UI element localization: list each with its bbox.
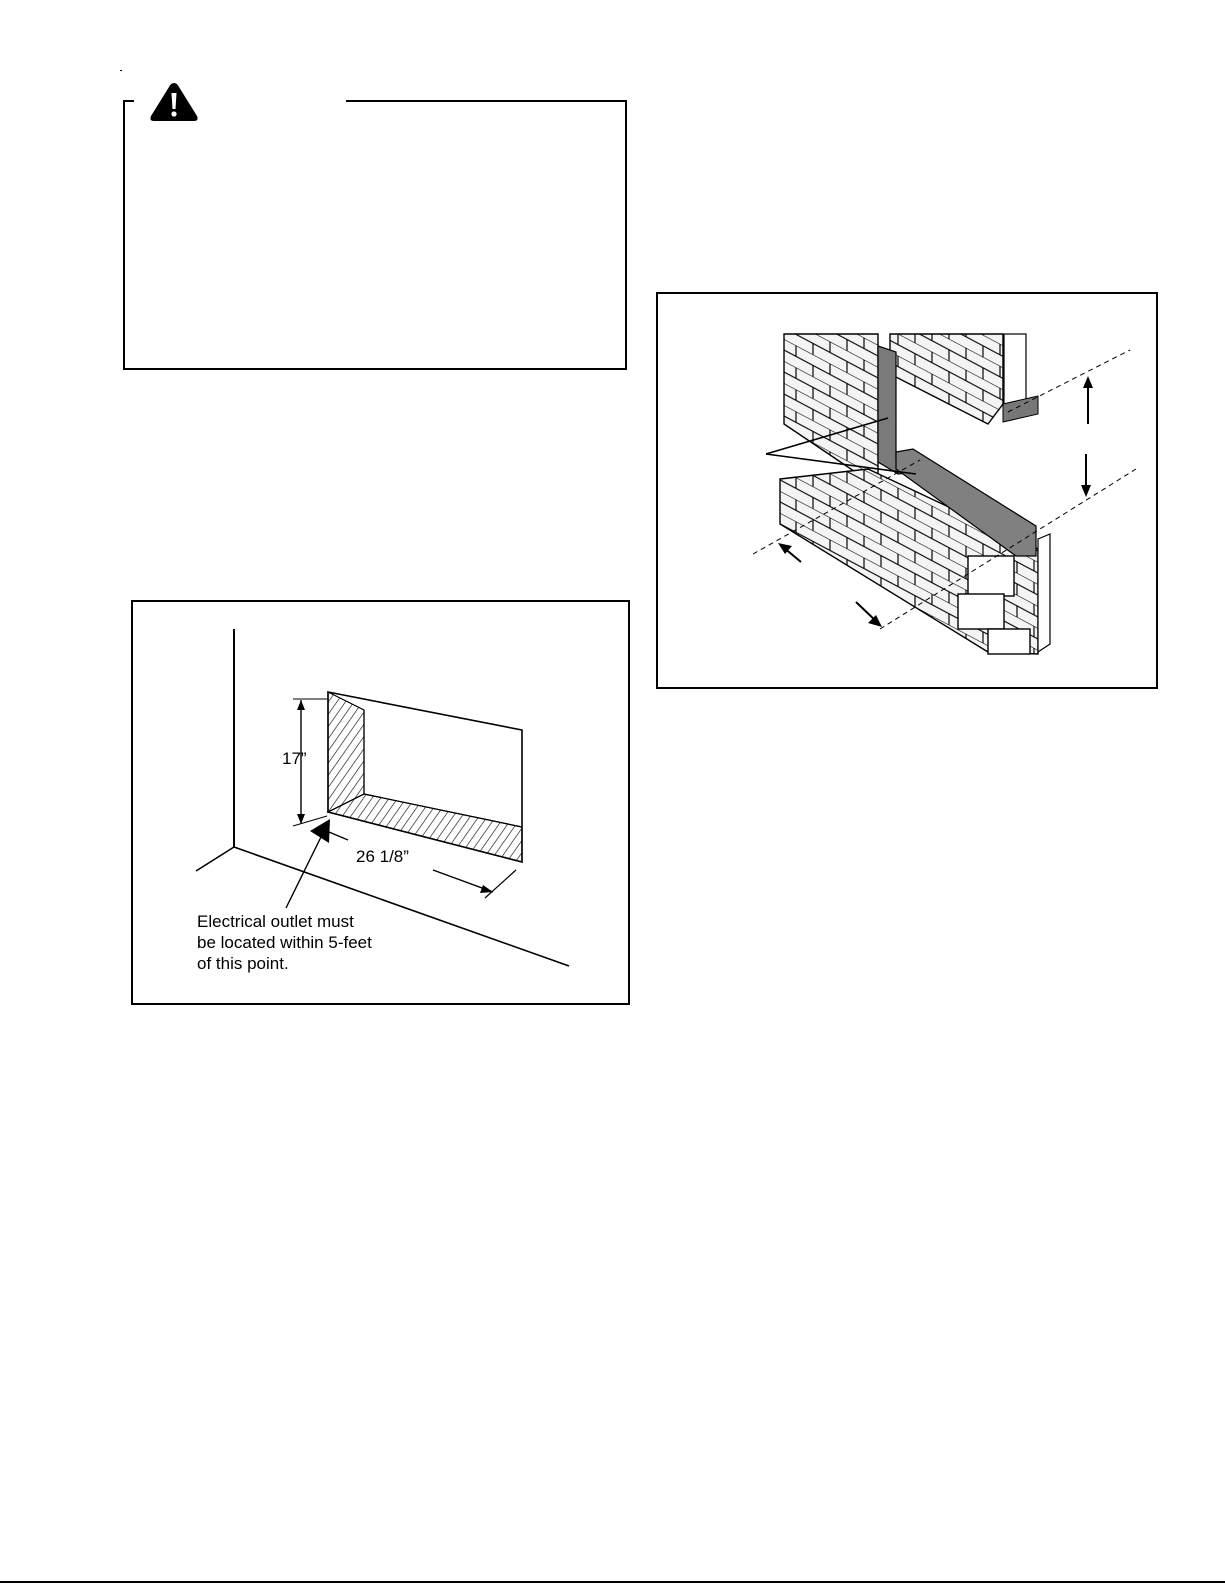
outlet-note-line: of this point. — [197, 954, 289, 973]
figure-masonry-opening — [656, 292, 1158, 689]
width-dimension-label: 26 1/8” — [356, 847, 409, 866]
outlet-note — [197, 911, 427, 974]
height-dimension-label: 17” — [282, 749, 307, 768]
page-mark — [120, 70, 122, 71]
brick-wall-top — [890, 334, 1003, 424]
outlet-note-line: be located within 5-feet — [197, 933, 372, 952]
floor-left-line — [196, 847, 234, 871]
brick-wall-left — [784, 334, 888, 494]
masonry-opening-drawing — [658, 294, 1156, 687]
outlet-leader-line — [286, 837, 321, 908]
warning-triangle-icon — [148, 80, 200, 124]
warning-box — [123, 100, 627, 370]
opening-side-hatch — [328, 692, 364, 812]
outlet-note-line: Electrical outlet must — [197, 912, 354, 931]
page-bottom-rule — [0, 1581, 1225, 1583]
